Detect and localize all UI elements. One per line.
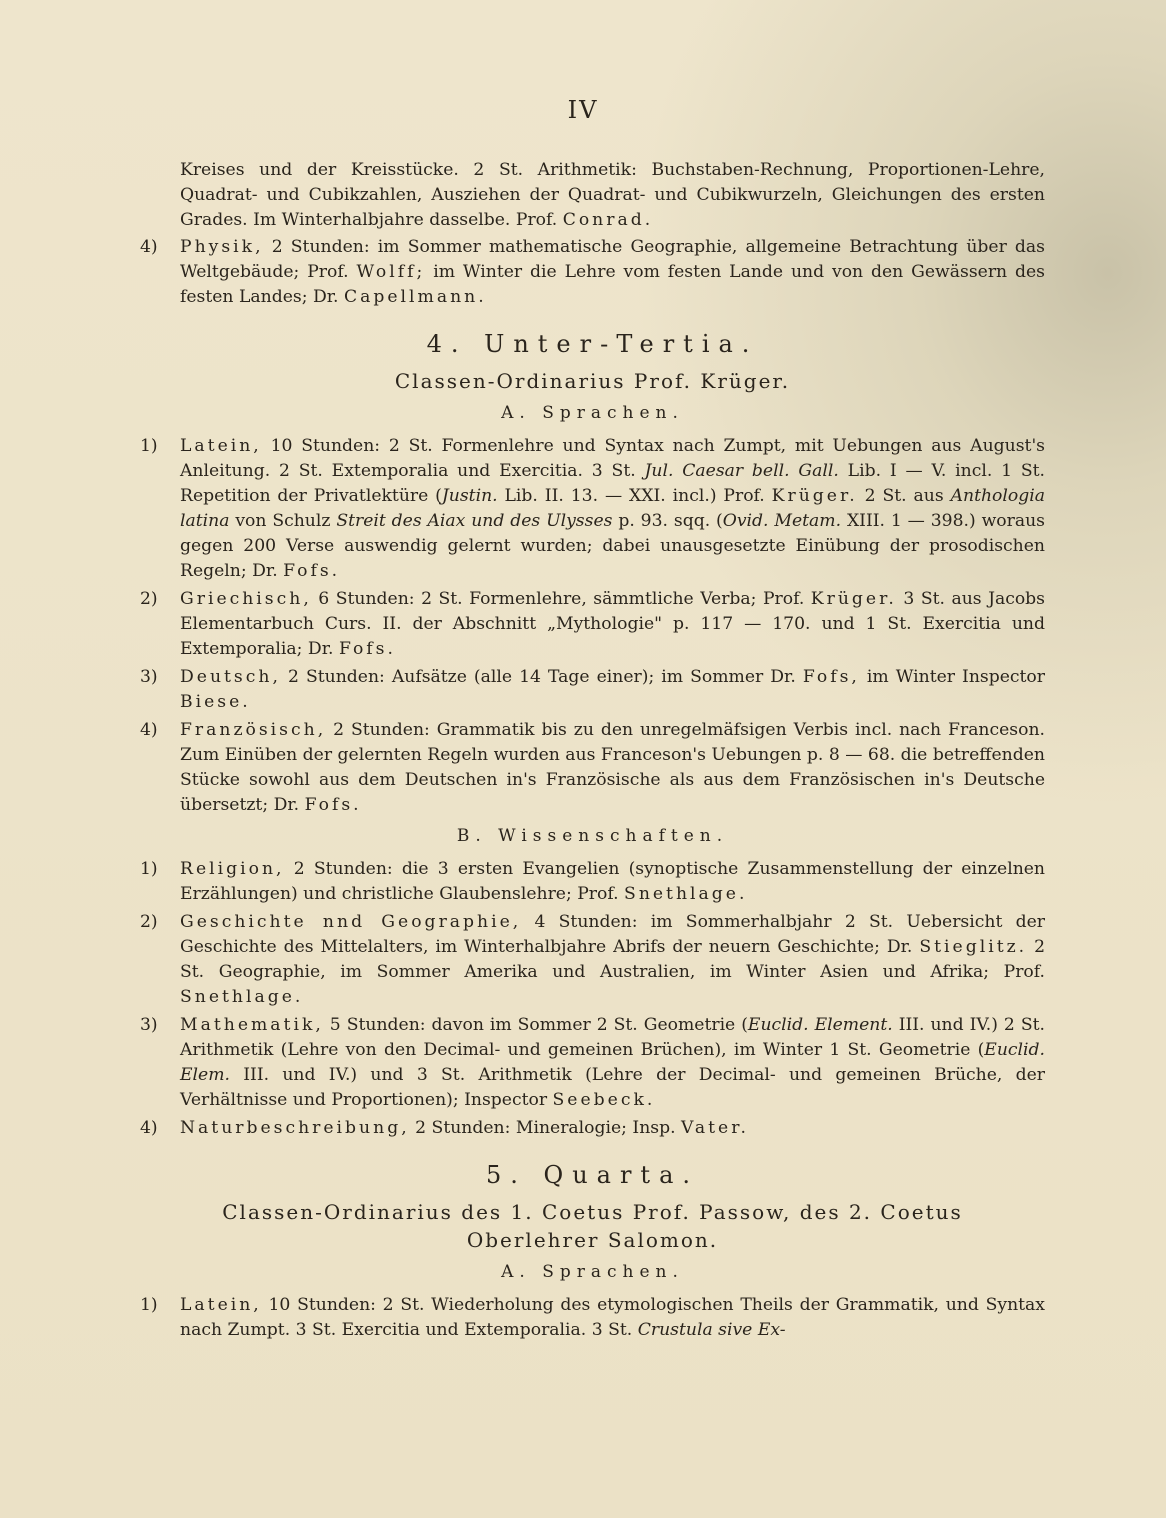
work-title: Justin. — [441, 486, 498, 506]
subject-title: Griechisch, — [180, 589, 312, 609]
work-title: Euclid. Element. — [747, 1015, 893, 1035]
teacher-name: Biese. — [180, 692, 251, 712]
item-number: 1) — [140, 859, 158, 879]
item-text: 2 Stunden: Aufsätze (alle 14 Tage einer); im Sommer Dr. — [287, 667, 796, 687]
intro-paragraph — [140, 158, 1045, 233]
teacher-name: Stieglitz. — [919, 937, 1028, 957]
item-number: 4) — [140, 720, 158, 740]
item-text: 2 St. Geographie, im Sommer Amerika und Australien, im Winter Asien und Afrika; Prof. — [180, 937, 1045, 982]
teacher-name: Conrad. — [562, 210, 654, 230]
subject-title: Religion, — [180, 859, 285, 879]
subheading-wissenschaften: B. Wissenschaften. — [456, 826, 729, 846]
teacher-name: Fofs, — [802, 667, 860, 687]
work-title: Crustula sive Ex- — [637, 1320, 786, 1340]
ordinarius-line: Oberlehrer Salomon. — [466, 1228, 719, 1252]
teacher-name: Wolff; — [356, 262, 426, 282]
subject-title: Latein, — [180, 436, 262, 456]
work-title: Jul. Caesar bell. Gall. — [644, 461, 839, 481]
item-text: 5 Stunden: davon im Sommer 2 St. Geometrie ( — [329, 1015, 748, 1035]
item-number: 4) — [140, 1118, 158, 1138]
teacher-name: Fofs. — [304, 795, 362, 815]
item-number: 3) — [140, 667, 158, 687]
list-item-religion — [140, 857, 1045, 907]
page-number: IV — [567, 96, 599, 124]
item-text: 2 Stunden: die 3 ersten Evangelien (synoptische Zusammenstellung der einzelnen Erzählungen) und christliche Glaubenslehre; Prof. — [180, 859, 1046, 904]
item-text: 2 Stunden: im Sommer mathematische Geographie, allgemeine Betrachtung über das Weltgebäude; Prof. — [180, 237, 1045, 282]
list-item-geschichte — [140, 910, 1045, 1010]
intro-text: Kreises und der Kreisstücke. 2 St. Arithmetik: Buchstaben-Rechnung, Proportionen-Lehre, Quadrat- und Cubikzahlen, Ausziehen der Quadrat- und Cubikwurzeln, Gleichungen des ersten Grades. Im Winterhalbjahre dasselbe. — [180, 160, 1045, 230]
teacher-name: Krüger. — [771, 486, 858, 506]
item-text: im Winter Inspector — [866, 667, 1045, 687]
item-number: 1) — [140, 436, 158, 456]
item-text: von Schulz — [235, 511, 331, 531]
item-number: 2) — [140, 912, 158, 932]
item-text: 10 Stunden: 2 St. Formenlehre und Syntax nach Zumpt, mit Uebungen aus August's Anleitung. 2 St. Extemporalia und Exercitia. 3 St. — [180, 436, 1045, 481]
section-heading-quarta: 5. Quarta. — [485, 1161, 700, 1189]
list-item-franzoesisch — [140, 718, 1045, 818]
page-content — [140, 158, 1045, 1346]
teacher-name: Vater. — [681, 1118, 749, 1138]
item-text: Lib. II. 13. — XXI. incl.) Prof. — [504, 486, 765, 506]
item-text: 2 St. aus — [864, 486, 944, 506]
subject-title: Mathematik, — [180, 1015, 324, 1035]
item-text: 2 Stunden: Grammatik bis zu den unregelmäfsigen Verbis incl. nach Franceson. Zum Einüben der gelernten Regeln wurden aus Franceson's Uebungen p. 8 — 68. die betreffenden Stücke sowohl aus dem Deutschen in's Französische als aus dem Französischen in's Deutsche übersetzt; Dr. — [180, 720, 1046, 815]
section-heading-unter-tertia: 4. Unter-Tertia. — [426, 330, 759, 358]
list-item-latein-quarta — [140, 1293, 1045, 1343]
item-text: Lib. I — V. incl. 1 St. Repetition der Privatlektüre ( — [180, 461, 1046, 506]
teacher-name: Snethlage. — [180, 987, 304, 1007]
teacher-name: Fofs. — [338, 639, 396, 659]
item-text: 4 Stunden: im Sommerhalbjahr 2 St. Uebersicht der Geschichte des Mittelalters, im Winterhalbjahre Abrifs der neuern Geschichte; Dr. — [180, 912, 1045, 957]
class-ordinarius — [140, 1198, 1045, 1254]
item-text: III. und IV.) 2 St. Arithmetik (Lehre von den Decimal- und gemeinen Brüchen), im Winter 1 St. Geometrie ( — [180, 1015, 1045, 1060]
teacher-name: Snethlage. — [624, 884, 748, 904]
teacher-name: Krüger. — [810, 589, 897, 609]
item-number: 2) — [140, 589, 158, 609]
item-text: III. und IV.) und 3 St. Arithmetik (Lehre der Decimal- und gemeinen Brüche, der Verhältnisse und Proportionen); Inspector — [180, 1065, 1046, 1110]
work-title: Anthologia latina — [180, 486, 1045, 531]
subheading-sprachen: A. Sprachen. — [501, 1262, 684, 1282]
subject-title: Geschichte nnd Geographie, — [180, 912, 522, 932]
subject-title: Latein, — [180, 1295, 262, 1315]
class-ordinarius: Classen-Ordinarius Prof. Krüger. — [394, 369, 791, 393]
item-text: im Winter die Lehre vom festen Lande und von den Gewässern des festen Landes; Dr. — [180, 262, 1045, 307]
list-item-deutsch — [140, 665, 1045, 715]
subject-title: Physik, — [180, 237, 264, 257]
item-text: 2 Stunden: Mineralogie; Insp. — [415, 1118, 676, 1138]
intro-prof: Prof. — [515, 210, 558, 230]
teacher-name: Seebeck. — [552, 1090, 656, 1110]
subject-title: Französisch, — [180, 720, 327, 740]
item-text: 10 Stunden: 2 St. Wiederholung des etymologischen Theils der Grammatik, und Syntax nach Zumpt. 3 St. Exercitia und Extemporalia. 3 St. — [180, 1295, 1045, 1340]
list-item-latein — [140, 434, 1045, 584]
subject-title: Deutsch, — [180, 667, 281, 687]
list-item-physik — [140, 235, 1045, 310]
teacher-name: Fofs. — [283, 561, 341, 581]
list-item-naturbeschreibung — [140, 1116, 1045, 1141]
subject-title: Naturbeschreibung, — [180, 1118, 410, 1138]
ordinarius-line: Classen-Ordinarius des 1. Coetus Prof. Passow, des 2. Coetus — [222, 1200, 963, 1224]
item-text: XIII. 1 — 398.) woraus gegen 200 Verse auswendig gelernt wurden; dabei unausgesetzte Einübung der prosodischen Regeln; Dr. — [180, 511, 1045, 581]
list-item-griechisch — [140, 587, 1045, 662]
item-text: p. 93. sqq. ( — [618, 511, 723, 531]
subheading-sprachen: A. Sprachen. — [501, 403, 684, 423]
list-item-mathematik — [140, 1013, 1045, 1113]
work-title: Streit des Aiax und des Ulysses — [336, 511, 613, 531]
item-number: 1) — [140, 1295, 158, 1315]
teacher-name: Capellmann. — [343, 287, 487, 307]
item-number: 3) — [140, 1015, 158, 1035]
work-title: Euclid. Elem. — [180, 1040, 1045, 1085]
item-text: 3 St. aus Jacobs Elementarbuch Curs. II. der Abschnitt „Mythologie" p. 117 — 170. und 1 St. Exercitia und Extemporalia; Dr. — [180, 589, 1046, 659]
item-number: 4) — [140, 237, 158, 257]
item-text: 6 Stunden: 2 St. Formenlehre, sämmtliche Verba; Prof. — [318, 589, 805, 609]
work-title: Ovid. Metam. — [722, 511, 842, 531]
